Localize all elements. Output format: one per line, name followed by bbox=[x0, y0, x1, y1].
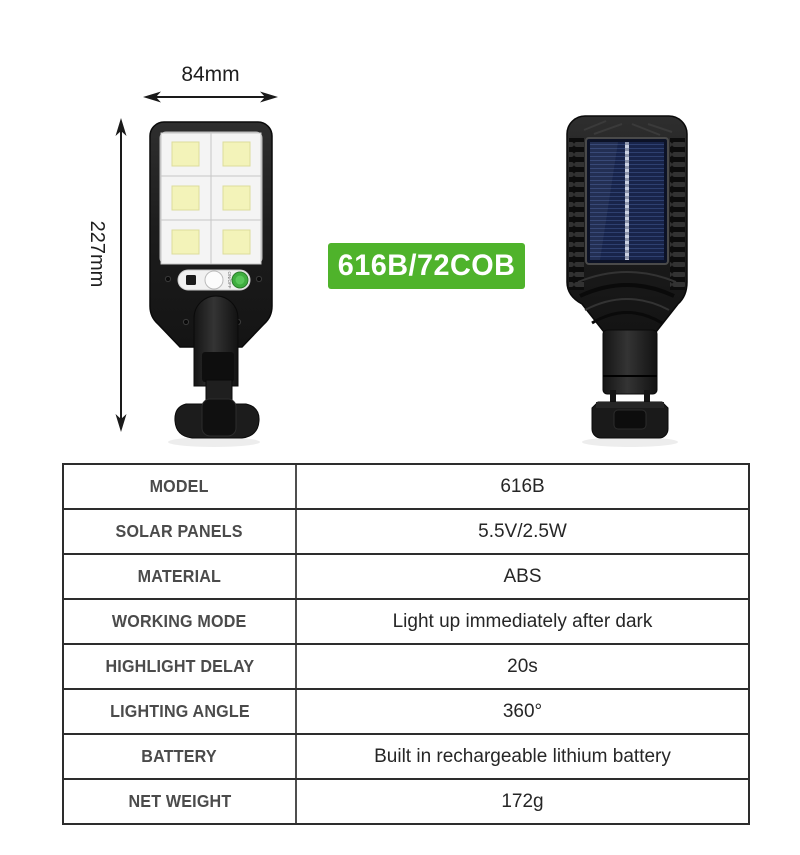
spec-value: ABS bbox=[503, 565, 542, 587]
led-chip bbox=[223, 186, 250, 210]
spec-value: Light up immediately after dark bbox=[392, 610, 653, 632]
spec-value: Built in rechargeable lithium battery bbox=[374, 745, 671, 767]
rib-texture-left bbox=[569, 138, 584, 290]
screw-icon bbox=[256, 276, 261, 281]
screw-icon bbox=[183, 319, 188, 324]
street-light-back-view bbox=[567, 116, 687, 447]
spec-row bbox=[64, 510, 748, 555]
led-chip bbox=[172, 186, 199, 210]
spec-label: LIGHTING ANGLE bbox=[64, 690, 297, 733]
solar-panel bbox=[586, 138, 668, 264]
bracket-prong bbox=[644, 390, 650, 403]
height-dimension-arrow bbox=[116, 118, 127, 432]
street-light-front-view bbox=[150, 122, 272, 447]
width-dimension-arrow bbox=[143, 92, 278, 103]
led-chip bbox=[223, 230, 250, 254]
screw-icon bbox=[165, 276, 170, 281]
spec-label: WORKING MODE bbox=[64, 600, 297, 643]
mounting-base bbox=[175, 399, 259, 438]
spec-label: MATERIAL bbox=[64, 555, 297, 598]
model-badge bbox=[328, 243, 525, 289]
spec-row bbox=[64, 780, 748, 823]
led-chip bbox=[172, 142, 199, 166]
spec-value: 616B bbox=[500, 475, 545, 497]
mounting-arm bbox=[194, 296, 238, 410]
light-sensor-icon bbox=[186, 275, 196, 285]
spec-value: 5.5V/2.5W bbox=[478, 520, 567, 542]
spec-value: 20s bbox=[507, 655, 538, 677]
spec-value: 360° bbox=[502, 700, 543, 722]
spec-label: BATTERY bbox=[64, 735, 297, 778]
motion-sensor-button bbox=[205, 271, 223, 289]
spec-label: MODEL bbox=[64, 465, 297, 508]
bracket-prong bbox=[610, 390, 616, 403]
switch-label: ON/OFF bbox=[227, 271, 232, 289]
spec-value: 172g bbox=[501, 790, 544, 812]
spec-label: NET WEIGHT bbox=[64, 780, 297, 823]
rib-texture-right bbox=[670, 138, 685, 290]
spec-row bbox=[64, 600, 748, 645]
spec-row bbox=[64, 645, 748, 690]
led-chip bbox=[172, 230, 199, 254]
spec-row bbox=[64, 735, 748, 780]
height-dimension-label: 227mm bbox=[86, 220, 108, 288]
spec-label: HIGHLIGHT DELAY bbox=[64, 645, 297, 688]
spec-row bbox=[64, 465, 748, 510]
specification-table bbox=[62, 463, 750, 825]
wall-bracket bbox=[592, 402, 668, 438]
width-dimension-label: 84mm bbox=[181, 63, 240, 86]
model-badge-label: 616B/72COB bbox=[337, 249, 516, 282]
solar-busbar bbox=[625, 142, 629, 260]
spec-label: SOLAR PANELS bbox=[64, 510, 297, 553]
spec-row bbox=[64, 690, 748, 735]
back-mounting-arm bbox=[603, 330, 657, 403]
spec-row bbox=[64, 555, 748, 600]
led-panel bbox=[160, 132, 262, 264]
led-chip bbox=[223, 142, 250, 166]
